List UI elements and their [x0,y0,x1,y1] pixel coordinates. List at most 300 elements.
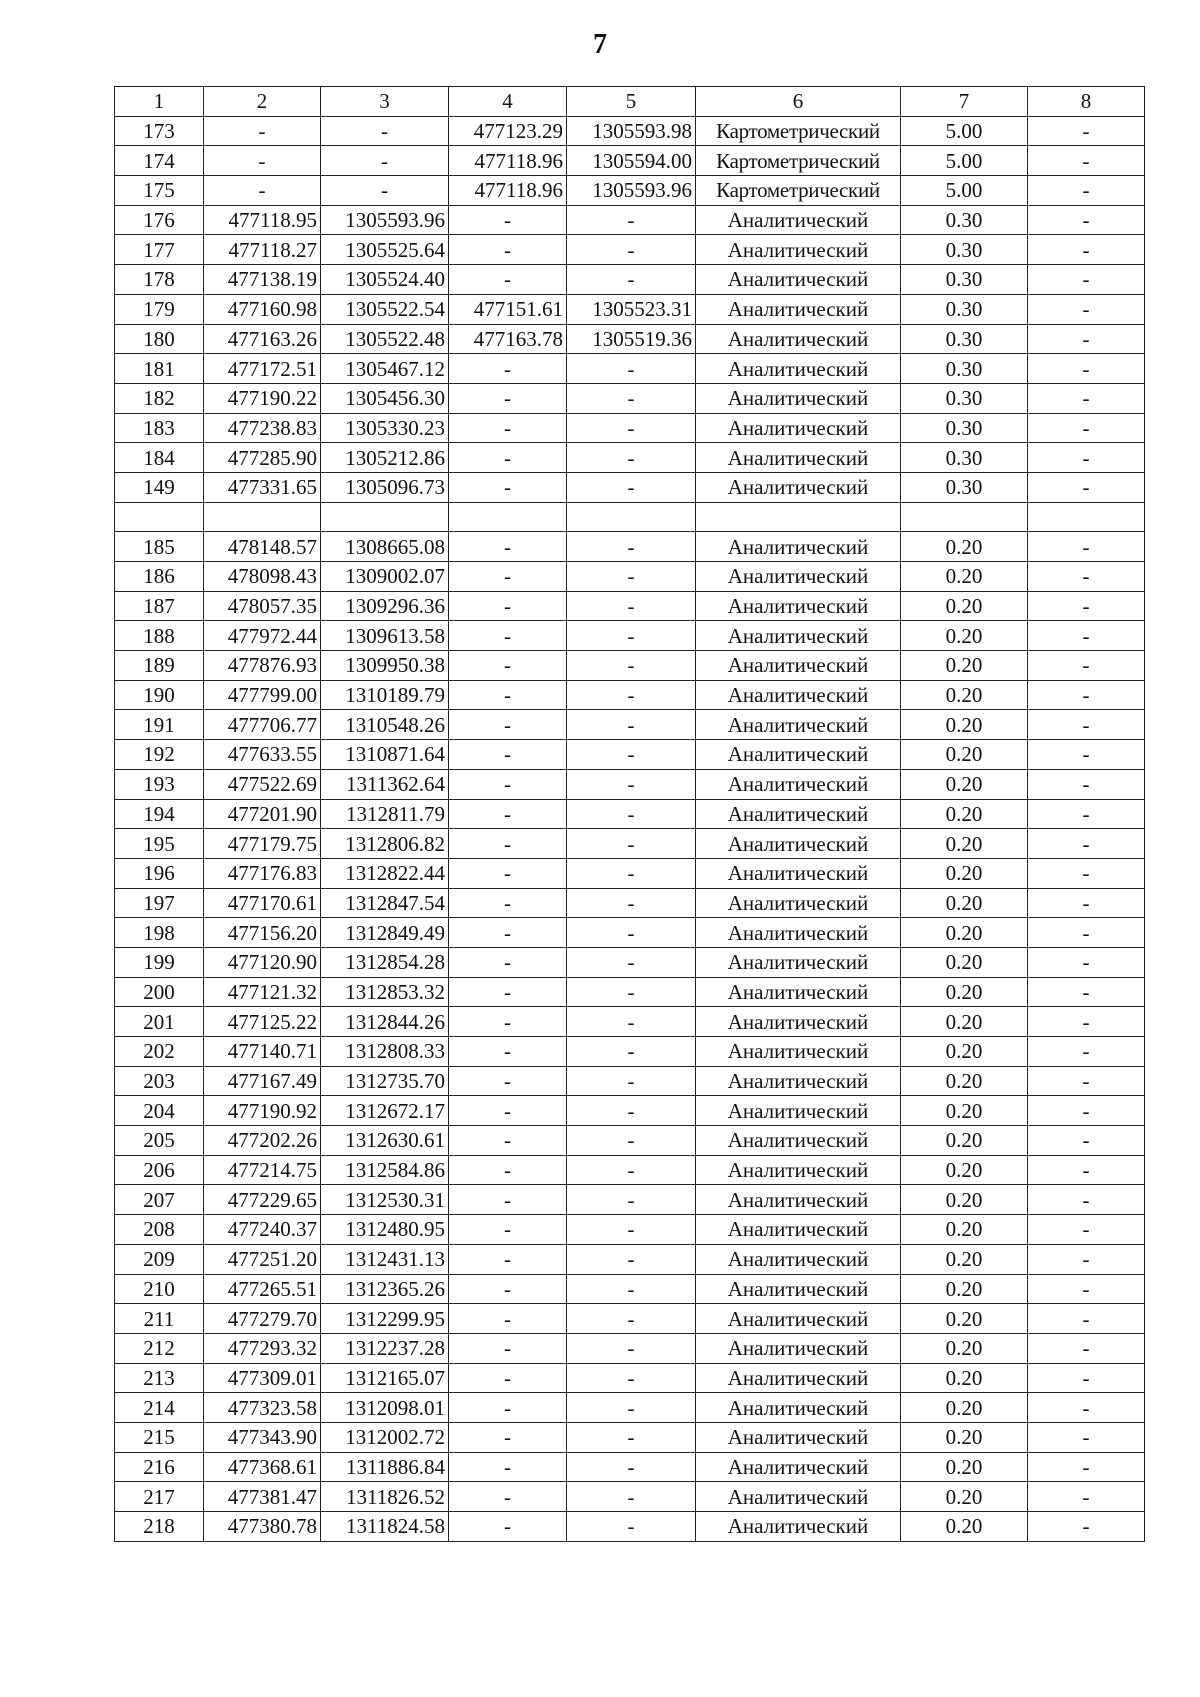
y-coordinate-cell: 1312806.82 [321,829,449,859]
accuracy-cell: 0.20 [901,1096,1028,1126]
accuracy-cell: 5.00 [901,146,1028,176]
y-old-coordinate-cell: 1305593.98 [567,116,696,146]
accuracy-cell: 0.20 [901,621,1028,651]
x-old-coordinate-cell: - [449,888,567,918]
y-old-coordinate-cell: - [567,829,696,859]
accuracy-cell: 0.20 [901,1185,1028,1215]
point-number-cell: 193 [115,769,204,799]
table-row [115,1244,1145,1274]
x-old-coordinate-cell: - [449,918,567,948]
table-body [115,116,1145,1541]
description-cell: - [1028,383,1145,413]
table-row [115,769,1145,799]
y-coordinate-cell: 1312365.26 [321,1274,449,1304]
x-coordinate-cell: 477190.92 [204,1096,321,1126]
accuracy-cell: 0.20 [901,858,1028,888]
table-row [115,1512,1145,1542]
x-coordinate-cell: 477163.26 [204,324,321,354]
y-coordinate-cell: 1312672.17 [321,1096,449,1126]
point-number-cell: 202 [115,1037,204,1067]
accuracy-cell: 0.20 [901,918,1028,948]
accuracy-cell: 0.20 [901,1007,1028,1037]
x-old-coordinate-cell: - [449,413,567,443]
y-old-coordinate-cell: - [567,472,696,502]
x-old-coordinate-cell: - [449,1274,567,1304]
method-cell: Аналитический [696,205,901,235]
x-coordinate-cell: 477972.44 [204,621,321,651]
y-old-coordinate-cell: - [567,1393,696,1423]
table-row [115,740,1145,770]
y-old-coordinate-cell: - [567,562,696,592]
y-coordinate-cell: 1312808.33 [321,1037,449,1067]
y-coordinate-cell: 1309296.36 [321,591,449,621]
point-number-cell: 194 [115,799,204,829]
method-cell: Аналитический [696,1393,901,1423]
accuracy-cell: 0.20 [901,591,1028,621]
accuracy-cell: 5.00 [901,176,1028,206]
description-cell: - [1028,918,1145,948]
y-old-coordinate-cell: - [567,532,696,562]
point-number-cell: 213 [115,1363,204,1393]
x-coordinate-cell: 477120.90 [204,947,321,977]
y-coordinate-cell: 1305212.86 [321,443,449,473]
x-old-coordinate-cell: 477151.61 [449,294,567,324]
y-coordinate-cell: 1312822.44 [321,858,449,888]
description-cell: - [1028,1512,1145,1542]
y-old-coordinate-cell: - [567,918,696,948]
x-coordinate-cell: 477156.20 [204,918,321,948]
y-coordinate-cell: 1305593.96 [321,205,449,235]
y-old-coordinate-cell: 1305523.31 [567,294,696,324]
table-row [115,947,1145,977]
y-coordinate-cell: 1311362.64 [321,769,449,799]
description-cell: - [1028,205,1145,235]
method-cell: Аналитический [696,1512,901,1542]
accuracy-cell: 0.20 [901,1512,1028,1542]
table-row [115,532,1145,562]
table-row [115,1126,1145,1156]
method-cell: Аналитический [696,1037,901,1067]
point-number-cell: 178 [115,265,204,295]
accuracy-cell: 0.30 [901,443,1028,473]
point-number-cell: 184 [115,443,204,473]
method-cell: Аналитический [696,1363,901,1393]
description-cell: - [1028,1007,1145,1037]
x-coordinate-cell: 477176.83 [204,858,321,888]
y-coordinate-cell: 1312811.79 [321,799,449,829]
description-cell: - [1028,1393,1145,1423]
table-row [115,621,1145,651]
x-old-coordinate-cell: - [449,740,567,770]
y-coordinate-cell: 1312849.49 [321,918,449,948]
x-coordinate-cell: 477229.65 [204,1185,321,1215]
x-coordinate-cell: 477240.37 [204,1215,321,1245]
point-number-cell: 199 [115,947,204,977]
point-number-cell: 214 [115,1393,204,1423]
accuracy-cell: 0.20 [901,1422,1028,1452]
point-number-cell: 183 [115,413,204,443]
accuracy-cell: 0.30 [901,413,1028,443]
y-coordinate-cell: 1312237.28 [321,1333,449,1363]
point-number-cell: 206 [115,1155,204,1185]
y-coordinate-cell: 1305522.48 [321,324,449,354]
description-cell: - [1028,621,1145,651]
method-cell: Аналитический [696,324,901,354]
point-number-cell: 207 [115,1185,204,1215]
table-row [115,710,1145,740]
x-coordinate-cell: 477323.58 [204,1393,321,1423]
y-coordinate-cell: 1311826.52 [321,1482,449,1512]
x-coordinate-cell: 477201.90 [204,799,321,829]
x-old-coordinate-cell: - [449,1482,567,1512]
description-cell: - [1028,680,1145,710]
y-old-coordinate-cell: - [567,680,696,710]
accuracy-cell: 0.20 [901,680,1028,710]
description-cell: - [1028,1452,1145,1482]
accuracy-cell: 0.20 [901,1393,1028,1423]
y-old-coordinate-cell: - [567,710,696,740]
description-cell: - [1028,1363,1145,1393]
x-coordinate-cell: 478098.43 [204,562,321,592]
method-cell: Аналитический [696,858,901,888]
accuracy-cell: 0.20 [901,977,1028,1007]
description-cell: - [1028,1274,1145,1304]
point-number-cell: 185 [115,532,204,562]
accuracy-cell: 0.20 [901,1333,1028,1363]
point-number-cell: 205 [115,1126,204,1156]
y-old-coordinate-cell: - [567,1066,696,1096]
point-number-cell: 204 [115,1096,204,1126]
table-row [115,116,1145,146]
y-coordinate-cell: 1305456.30 [321,383,449,413]
method-cell: Аналитический [696,1007,901,1037]
y-coordinate-cell: 1308665.08 [321,532,449,562]
accuracy-cell: 0.20 [901,1037,1028,1067]
y-old-coordinate-cell: - [567,888,696,918]
table-row [115,1422,1145,1452]
description-cell: - [1028,651,1145,681]
y-coordinate-cell: - [321,116,449,146]
description-cell: - [1028,740,1145,770]
x-old-coordinate-cell: - [449,1393,567,1423]
y-old-coordinate-cell: - [567,1452,696,1482]
description-cell: - [1028,472,1145,502]
point-number-cell: 217 [115,1482,204,1512]
y-old-coordinate-cell: - [567,383,696,413]
description-cell: - [1028,1333,1145,1363]
description-cell: - [1028,1422,1145,1452]
accuracy-cell: 0.30 [901,383,1028,413]
accuracy-cell: 0.20 [901,829,1028,859]
point-number-cell: 180 [115,324,204,354]
point-number-cell: 188 [115,621,204,651]
table-row [115,1037,1145,1067]
x-coordinate-cell: 477125.22 [204,1007,321,1037]
table-row [115,472,1145,502]
x-old-coordinate-cell: - [449,562,567,592]
y-coordinate-cell: 1312299.95 [321,1304,449,1334]
y-old-coordinate-cell: 1305594.00 [567,146,696,176]
y-coordinate-cell: 1312480.95 [321,1215,449,1245]
x-old-coordinate-cell: - [449,591,567,621]
method-cell: Аналитический [696,651,901,681]
table-row [115,680,1145,710]
method-cell: Аналитический [696,1155,901,1185]
y-coordinate-cell: 1312853.32 [321,977,449,1007]
description-cell: - [1028,947,1145,977]
table-row [115,294,1145,324]
table-row [115,1482,1145,1512]
point-number-cell: 215 [115,1422,204,1452]
table-row [115,1363,1145,1393]
x-old-coordinate-cell: - [449,1185,567,1215]
table-row [115,1215,1145,1245]
y-coordinate-cell: 1305467.12 [321,354,449,384]
x-coordinate-cell: 477293.32 [204,1333,321,1363]
description-cell: - [1028,591,1145,621]
y-old-coordinate-cell: 1305593.96 [567,176,696,206]
point-number-cell: 191 [115,710,204,740]
method-cell: Картометрический [696,176,901,206]
x-coordinate-cell: 477285.90 [204,443,321,473]
point-number-cell: 190 [115,680,204,710]
y-old-coordinate-cell: - [567,1422,696,1452]
table-row [115,977,1145,1007]
x-old-coordinate-cell: - [449,265,567,295]
description-cell: - [1028,294,1145,324]
x-old-coordinate-cell: - [449,1244,567,1274]
column-header: 4 [449,87,567,117]
x-coordinate-cell: 477279.70 [204,1304,321,1334]
column-header: 6 [696,87,901,117]
x-coordinate-cell [204,502,321,532]
point-number-cell: 211 [115,1304,204,1334]
x-coordinate-cell: 477190.22 [204,383,321,413]
y-coordinate-cell: - [321,146,449,176]
point-number-cell: 182 [115,383,204,413]
table-row [115,235,1145,265]
y-coordinate-cell: 1305525.64 [321,235,449,265]
point-number-cell: 175 [115,176,204,206]
y-coordinate-cell: 1312584.86 [321,1155,449,1185]
point-number-cell [115,502,204,532]
method-cell: Аналитический [696,1304,901,1334]
description-cell: - [1028,888,1145,918]
y-old-coordinate-cell: - [567,1512,696,1542]
description-cell: - [1028,1185,1145,1215]
description-cell: - [1028,443,1145,473]
accuracy-cell: 5.00 [901,116,1028,146]
method-cell: Аналитический [696,918,901,948]
accuracy-cell: 0.20 [901,1452,1028,1482]
x-old-coordinate-cell: - [449,1155,567,1185]
x-old-coordinate-cell: - [449,1066,567,1096]
x-coordinate-cell: 477172.51 [204,354,321,384]
point-number-cell: 208 [115,1215,204,1245]
x-coordinate-cell: 477179.75 [204,829,321,859]
x-coordinate-cell: 477706.77 [204,710,321,740]
table-row [115,1333,1145,1363]
point-number-cell: 201 [115,1007,204,1037]
accuracy-cell: 0.20 [901,1155,1028,1185]
method-cell: Аналитический [696,1126,901,1156]
x-coordinate-cell: - [204,146,321,176]
x-coordinate-cell: 477251.20 [204,1244,321,1274]
y-old-coordinate-cell: - [567,1244,696,1274]
y-coordinate-cell: 1312847.54 [321,888,449,918]
y-old-coordinate-cell [567,502,696,532]
point-number-cell: 210 [115,1274,204,1304]
point-number-cell: 203 [115,1066,204,1096]
y-coordinate-cell: 1305330.23 [321,413,449,443]
y-coordinate-cell: 1309002.07 [321,562,449,592]
x-old-coordinate-cell: - [449,858,567,888]
x-old-coordinate-cell: - [449,651,567,681]
table-row [115,176,1145,206]
accuracy-cell: 0.20 [901,1244,1028,1274]
accuracy-cell: 0.20 [901,740,1028,770]
y-old-coordinate-cell: - [567,1333,696,1363]
y-coordinate-cell: 1310548.26 [321,710,449,740]
y-old-coordinate-cell: - [567,1482,696,1512]
y-coordinate-cell: 1312735.70 [321,1066,449,1096]
x-old-coordinate-cell: - [449,1037,567,1067]
accuracy-cell: 0.20 [901,562,1028,592]
description-cell: - [1028,1066,1145,1096]
x-old-coordinate-cell: - [449,769,567,799]
table-row [115,651,1145,681]
x-coordinate-cell: 477140.71 [204,1037,321,1067]
point-number-cell: 209 [115,1244,204,1274]
description-cell: - [1028,1244,1145,1274]
y-old-coordinate-cell: - [567,443,696,473]
x-old-coordinate-cell: - [449,1096,567,1126]
method-cell: Аналитический [696,532,901,562]
x-coordinate-cell: 478057.35 [204,591,321,621]
accuracy-cell: 0.20 [901,1126,1028,1156]
accuracy-cell: 0.20 [901,1066,1028,1096]
accuracy-cell: 0.30 [901,294,1028,324]
table-row [115,354,1145,384]
y-old-coordinate-cell: - [567,1274,696,1304]
table-row [115,1393,1145,1423]
y-coordinate-cell: 1312844.26 [321,1007,449,1037]
x-old-coordinate-cell: - [449,829,567,859]
table-row [115,383,1145,413]
point-number-cell: 187 [115,591,204,621]
x-coordinate-cell: 477170.61 [204,888,321,918]
method-cell: Аналитический [696,235,901,265]
x-old-coordinate-cell: - [449,443,567,473]
y-coordinate-cell: 1305524.40 [321,265,449,295]
x-old-coordinate-cell: - [449,1215,567,1245]
x-old-coordinate-cell: - [449,1422,567,1452]
table-row [115,146,1145,176]
accuracy-cell: 0.30 [901,235,1028,265]
point-number-cell: 181 [115,354,204,384]
method-cell: Аналитический [696,1422,901,1452]
y-old-coordinate-cell: - [567,265,696,295]
x-old-coordinate-cell: 477118.96 [449,176,567,206]
x-old-coordinate-cell: - [449,472,567,502]
x-coordinate-cell: 477118.95 [204,205,321,235]
description-cell: - [1028,1482,1145,1512]
accuracy-cell: 0.30 [901,354,1028,384]
table-row [115,1155,1145,1185]
description-cell: - [1028,769,1145,799]
y-coordinate-cell: 1305096.73 [321,472,449,502]
accuracy-cell: 0.20 [901,1363,1028,1393]
description-cell: - [1028,858,1145,888]
table-row [115,1274,1145,1304]
point-number-cell: 196 [115,858,204,888]
point-number-cell: 186 [115,562,204,592]
description-cell: - [1028,977,1145,1007]
description-cell: - [1028,562,1145,592]
method-cell: Аналитический [696,1274,901,1304]
column-header: 1 [115,87,204,117]
accuracy-cell: 0.30 [901,324,1028,354]
coordinates-table [114,86,1145,1542]
x-old-coordinate-cell: - [449,532,567,562]
x-coordinate-cell: 477238.83 [204,413,321,443]
point-number-cell: 197 [115,888,204,918]
x-coordinate-cell: 477309.01 [204,1363,321,1393]
y-old-coordinate-cell: - [567,354,696,384]
point-number-cell: 189 [115,651,204,681]
y-coordinate-cell: 1305522.54 [321,294,449,324]
method-cell: Аналитический [696,354,901,384]
y-coordinate-cell: 1310189.79 [321,680,449,710]
x-old-coordinate-cell: - [449,947,567,977]
method-cell: Аналитический [696,1215,901,1245]
x-coordinate-cell: - [204,176,321,206]
description-cell [1028,502,1145,532]
description-cell: - [1028,413,1145,443]
description-cell: - [1028,146,1145,176]
description-cell: - [1028,176,1145,206]
table-row [115,591,1145,621]
x-old-coordinate-cell: - [449,710,567,740]
table-row [115,1452,1145,1482]
accuracy-cell: 0.20 [901,769,1028,799]
y-old-coordinate-cell: - [567,799,696,829]
table-row [115,1066,1145,1096]
method-cell: Аналитический [696,1244,901,1274]
y-coordinate-cell: 1309613.58 [321,621,449,651]
description-cell: - [1028,1304,1145,1334]
method-cell: Аналитический [696,621,901,651]
method-cell: Аналитический [696,562,901,592]
description-cell: - [1028,710,1145,740]
table-row [115,413,1145,443]
x-old-coordinate-cell: 477118.96 [449,146,567,176]
column-header: 7 [901,87,1028,117]
method-cell: Аналитический [696,413,901,443]
description-cell: - [1028,1215,1145,1245]
accuracy-cell: 0.30 [901,205,1028,235]
accuracy-cell: 0.30 [901,265,1028,295]
y-old-coordinate-cell: - [567,1126,696,1156]
x-coordinate-cell: 477381.47 [204,1482,321,1512]
table-row [115,1007,1145,1037]
page-number: 7 [593,29,607,60]
y-coordinate-cell: 1311886.84 [321,1452,449,1482]
column-header: 3 [321,87,449,117]
column-header: 8 [1028,87,1145,117]
y-old-coordinate-cell: - [567,621,696,651]
description-cell: - [1028,235,1145,265]
